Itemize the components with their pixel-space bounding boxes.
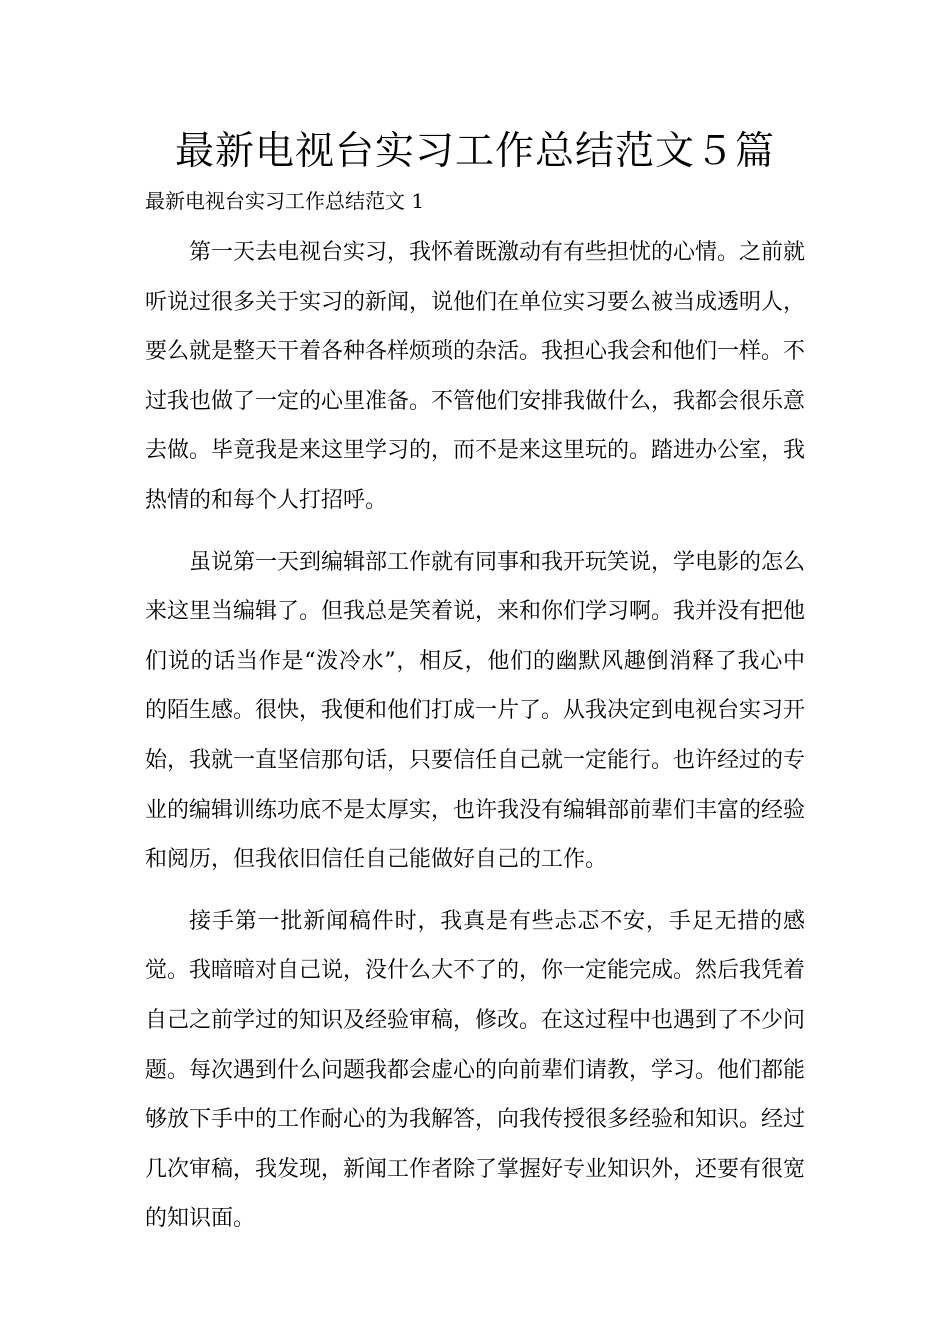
document-title: 最新电视台实习工作总结范文５篇: [174, 129, 775, 174]
document-body: [145, 228, 805, 1256]
paragraph: 接手第一批新闻稿件时，我真是有些忐忑不安，手足无措的感觉。我暗暗对自己说，没什么大不了的，你一定能完成。然后我凭着自己之前学过的知识及经验审稿，修改。在这过程中也遇到了不少问题。每次遇到什么问题我都会虚心的向前辈们请教，学习。他们都能够放下手中的工作耐心的为我解答，向我传授很多经验和知识。经过几次审稿，我发现，新闻工作者除了掌握好专业知识外，还要有很宽的知识面。: [145, 908, 806, 1232]
paragraph: 虽说第一天到编辑部工作就有同事和我开玩笑说，学电影的怎么来这里当编辑了。但我总是笑着说，来和你们学习啊。我并没有把他们说的话当作是“泼冷水”，相反，他们的幽默风趣倒消释了我心中的陌生感。很快，我便和他们打成一片了。从我决定到电视台实习开始，我就一直坚信那句话，只要信任自己就一定能行。也许经过的专业的编辑训练功底不是太厚实，也许我没有编辑部前辈们丰富的经验和阅历，但我依旧信任自己能做好自己的工作。: [145, 549, 806, 873]
section-heading: 最新电视台实习工作总结范文 1: [145, 189, 425, 213]
paragraph: 第一天去电视台实习，我怀着既激动有有些担忧的心情。之前就听说过很多关于实习的新闻，说他们在单位实习要么被当成透明人，要么就是整天干着各种各样烦琐的杂活。我担心我会和他们一样。不过我也做了一定的心里准备。不管他们安排我做什么，我都会很乐意去做。毕竟我是来这里学习的，而不是来这里玩的。踏进办公室，我热情的和每个人打招呼。: [145, 240, 806, 513]
